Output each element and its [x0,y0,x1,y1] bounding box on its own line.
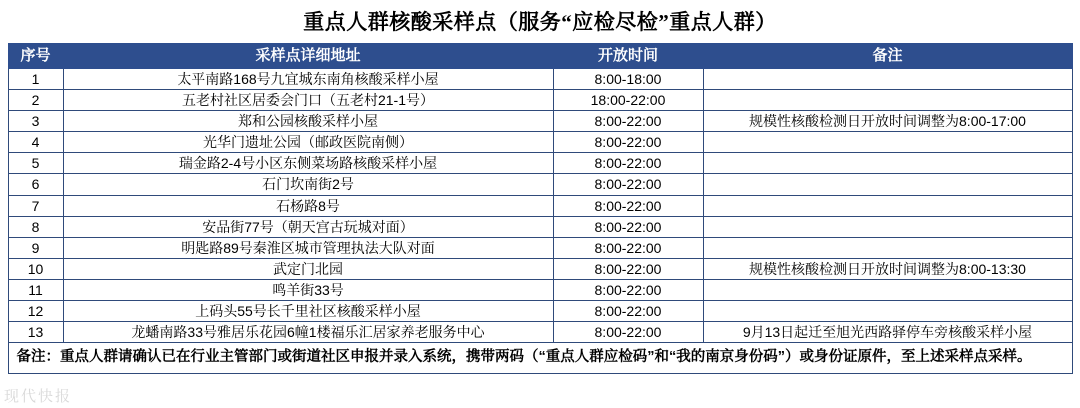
cell-time: 18:00-22:00 [553,90,703,111]
cell-time: 8:00-22:00 [553,174,703,195]
cell-note: 9月13日起迁至旭光西路驿停车旁核酸采样小屋 [703,322,1072,343]
cell-index: 11 [8,279,63,300]
table-header-row [8,44,1072,69]
table-row [8,258,1072,279]
cell-note [703,195,1072,216]
cell-time: 8:00-18:00 [553,69,703,90]
cell-address: 光华门遗址公园（邮政医院南侧） [63,132,553,153]
cell-address: 上码头55号长千里社区核酸采样小屋 [63,301,553,322]
cell-note [703,174,1072,195]
cell-address: 龙蟠南路33号雅居乐花园6幢1楼福乐汇居家养老服务中心 [63,322,553,343]
table-row [8,174,1072,195]
table-header [8,44,1072,69]
cell-time: 8:00-22:00 [553,237,703,258]
cell-note: 规模性核酸检测日开放时间调整为8:00-17:00 [703,111,1072,132]
cell-note [703,216,1072,237]
cell-note [703,301,1072,322]
cell-index: 4 [8,132,63,153]
cell-note [703,132,1072,153]
cell-note [703,237,1072,258]
cell-index: 3 [8,111,63,132]
table-body [8,69,1072,374]
cell-time: 8:00-22:00 [553,132,703,153]
table-row [8,322,1072,343]
cell-time: 8:00-22:00 [553,301,703,322]
cell-address: 安品街77号（朝天宫古玩城对面） [63,216,553,237]
cell-address: 石门坎南街2号 [63,174,553,195]
watermark: 现代快报 [4,388,73,405]
cell-address: 郑和公园核酸采样小屋 [63,111,553,132]
table-row [8,301,1072,322]
cell-time: 8:00-22:00 [553,322,703,343]
cell-index: 10 [8,258,63,279]
cell-note [703,279,1072,300]
cell-time: 8:00-22:00 [553,279,703,300]
cell-time: 8:00-22:00 [553,111,703,132]
table-row [8,195,1072,216]
cell-time: 8:00-22:00 [553,153,703,174]
table-row [8,69,1072,90]
cell-note [703,69,1072,90]
cell-time: 8:00-22:00 [553,216,703,237]
column-header-note: 备注 [703,44,1072,69]
cell-address: 鸣羊街33号 [63,279,553,300]
cell-address: 石杨路8号 [63,195,553,216]
column-header-index: 序号 [8,44,63,69]
cell-note [703,153,1072,174]
column-header-time: 开放时间 [553,44,703,69]
table-row [8,216,1072,237]
table-row [8,153,1072,174]
cell-address: 太平南路168号九宜城东南角核酸采样小屋 [63,69,553,90]
cell-time: 8:00-22:00 [553,258,703,279]
cell-index: 8 [8,216,63,237]
cell-index: 9 [8,237,63,258]
column-header-address: 采样点详细地址 [63,44,553,69]
cell-index: 7 [8,195,63,216]
cell-address: 明匙路89号秦淮区城市管理执法大队对面 [63,237,553,258]
table-row [8,90,1072,111]
cell-note: 规模性核酸检测日开放时间调整为8:00-13:30 [703,258,1072,279]
cell-index: 12 [8,301,63,322]
sampling-points-table [8,43,1073,374]
cell-index: 1 [8,69,63,90]
table-footnote-row [8,343,1072,374]
table-row [8,132,1072,153]
table-row [8,237,1072,258]
table-row [8,111,1072,132]
cell-index: 2 [8,90,63,111]
cell-address: 五老村社区居委会门口（五老村21-1号） [63,90,553,111]
table-row [8,279,1072,300]
cell-address: 瑞金路2-4号小区东侧菜场路核酸采样小屋 [63,153,553,174]
cell-index: 13 [8,322,63,343]
cell-address: 武定门北园 [63,258,553,279]
cell-time: 8:00-22:00 [553,195,703,216]
cell-note [703,90,1072,111]
footnote-text: 备注：重点人群请确认已在行业主管部门或街道社区申报并录入系统，携带两码（“重点人群应检码”和“我的南京身份码”）或身份证原件，至上述采样点采样。 [8,343,1072,374]
page-title: 重点人群核酸采样点（服务“应检尽检”重点人群） [303,10,777,34]
cell-index: 5 [8,153,63,174]
cell-index: 6 [8,174,63,195]
